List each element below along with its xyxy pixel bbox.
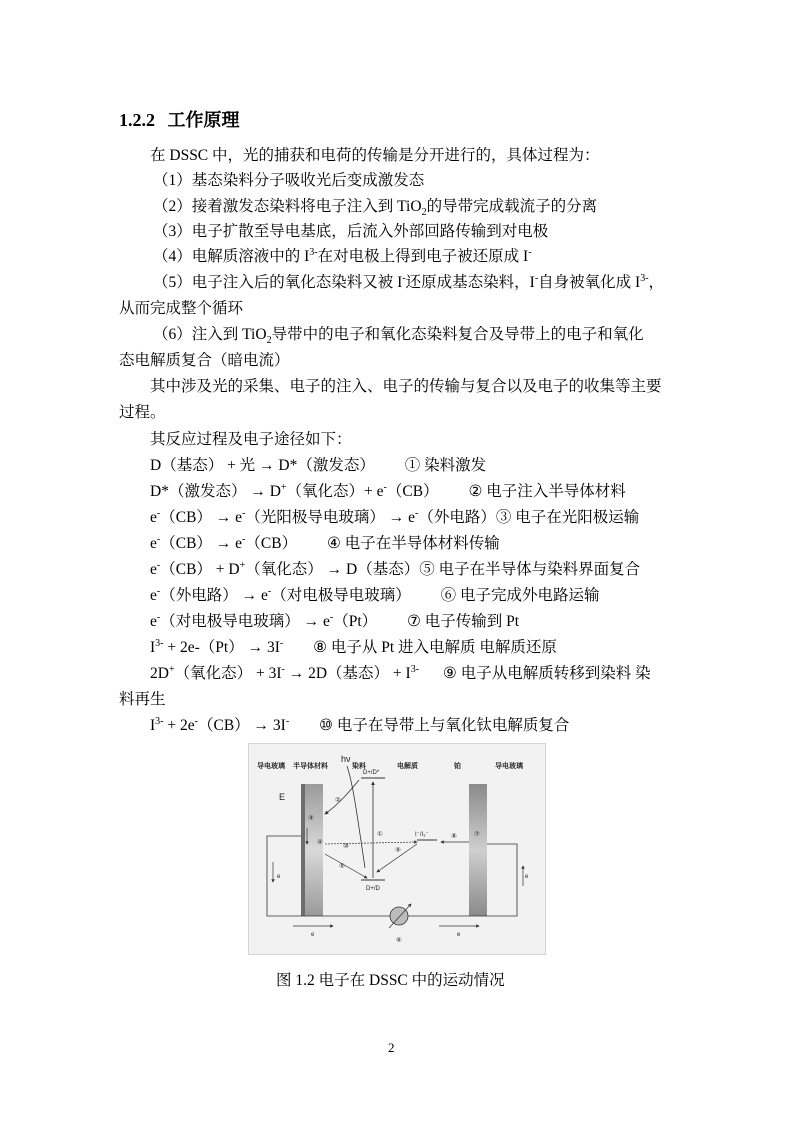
- reaction-3-eq-c: （光阳极导电玻璃） → e: [245, 509, 416, 526]
- reaction-9-sup-a: +: [168, 663, 175, 675]
- reaction-10-eq-c: （CB） → 3I: [197, 717, 286, 734]
- reaction-5-eq-c: （氧化态） → D（基态）⑤ 电子在半导体与染料界面复合: [245, 561, 641, 578]
- reaction-4-sup-b: -: [242, 533, 246, 545]
- reaction-10-desc: ⑩ 电子在导带上与氧化钛电解质复合: [319, 717, 570, 734]
- step-4-sup-a: 3-: [309, 246, 318, 258]
- reaction-7-eq-c: （Pt）: [333, 613, 378, 630]
- reaction-3-eq-b: （CB） → e: [160, 509, 243, 526]
- reaction-4-desc: ④ 电子在半导体材料传输: [326, 535, 500, 552]
- step-1: （1）基态染料分子吸收光后变成激发态: [153, 172, 425, 189]
- reaction-2-desc: ② 电子注入半导体材料: [468, 483, 626, 500]
- step-3: （3）电子扩散至导电基底，后流入外部回路传输到对电极: [153, 223, 549, 240]
- step-5-sup-c: 3-: [640, 272, 649, 284]
- reaction-6-eq-b: （外电路） → e: [160, 587, 268, 604]
- reaction-3-sup-c: -: [415, 507, 419, 519]
- step-5-sup-a: -: [402, 272, 406, 284]
- num-4: ④: [317, 839, 323, 846]
- reaction-9-sup-b: -: [281, 663, 285, 675]
- step-6-text-b: 导带中的电子和氧化态染料复合及导带上的电子和氧化: [271, 326, 644, 343]
- reaction-8-eq-b: + 2e-（Pt） → 3I: [163, 639, 280, 656]
- reaction-9-eq-b: （氧化态） + 3I: [174, 665, 282, 682]
- reaction-5-eq-a: e: [150, 561, 157, 578]
- step-6: [153, 322, 644, 347]
- step-4-sup-b: -: [528, 246, 532, 258]
- reaction-2-sup-b: -: [383, 481, 387, 493]
- reaction-1-eq: D（基态） + 光 → D*（激发态）: [150, 457, 375, 474]
- step-5-sup-b: -: [534, 272, 539, 284]
- reaction-10-eq-b: + 2e: [163, 717, 195, 734]
- label-d-plus-top: D+/D*: [363, 770, 380, 776]
- step-5-text-c: 自身被氧化成 I: [538, 274, 641, 291]
- reaction-6-eq-c: （对电极导电玻璃）: [271, 587, 411, 604]
- num-2: ②: [335, 797, 341, 804]
- circuit-left: [267, 836, 301, 916]
- step-4: [153, 244, 532, 266]
- e-label-bottom-left: e: [311, 932, 315, 938]
- num-10: ⑩: [343, 843, 349, 850]
- reaction-7-eq-b: （对电极导电玻璃） → e: [160, 613, 330, 630]
- step-6-sub: 2: [266, 335, 272, 347]
- reaction-2-eq-c: （CB）: [386, 483, 439, 500]
- reaction-7-sup-a: -: [156, 611, 161, 623]
- arrow-dark-current: [325, 842, 417, 844]
- reaction-9: [150, 661, 651, 683]
- photoanode-glass: [301, 784, 305, 916]
- section-heading: [119, 106, 240, 132]
- reaction-intro: 其反应过程及电子途径如下：: [150, 431, 352, 448]
- reaction-2-eq-b: （氧化态）+ e: [286, 483, 384, 500]
- step-4-text-a: （4）电解质溶液中的 I: [153, 248, 310, 265]
- num-3: ③: [308, 815, 314, 822]
- step-5-text-b: 还原成基态染料，I: [405, 274, 535, 291]
- label-E: E: [279, 792, 286, 802]
- reaction-3-sup-a: -: [156, 507, 161, 519]
- num-8: ⑧: [451, 833, 457, 840]
- label-platinum: 铂: [454, 763, 461, 770]
- arrow-recombination: [325, 854, 367, 878]
- summary-line-1: 其中涉及光的采集、电子的注入、电子的传输与复合以及电子的收集等主要: [150, 378, 662, 395]
- label-semiconductor: 半导体材料: [293, 763, 328, 770]
- reaction-3-sup-b: -: [242, 507, 246, 519]
- step-5-text-a: （5）电子注入后的氧化态染料又被 I: [153, 274, 403, 291]
- reaction-4-eq-b: （CB） → e: [160, 535, 243, 552]
- num-6: ⑥: [396, 937, 402, 944]
- load-icon: [390, 907, 408, 925]
- label-d-plus-bottom: D+/D: [366, 886, 380, 892]
- reaction-9-continued: 料再生: [119, 691, 166, 708]
- counter-electrode: [469, 784, 487, 916]
- num-9: ⑨: [395, 847, 401, 854]
- reaction-10-sup-c: -: [285, 715, 290, 727]
- step-2: [153, 194, 598, 219]
- reaction-4-sup-a: -: [156, 533, 161, 545]
- reaction-3-eq-d: （外电路）③ 电子在光阳极运输: [418, 509, 640, 526]
- reaction-2: [150, 479, 626, 501]
- reaction-9-eq-c: → 2D（基态） + I: [284, 665, 411, 682]
- figure-caption: 图 1.2 电子在 DSSC 中的运动情况: [276, 972, 505, 989]
- step-4-text-b: 在对电极上得到电子被还原成 I: [317, 248, 529, 265]
- reaction-1-desc: ① 染料激发: [404, 457, 487, 474]
- label-dye: 染料: [352, 763, 366, 770]
- reaction-10-sup-a: 3-: [155, 715, 164, 727]
- reaction-6-sup-b: -: [267, 585, 272, 597]
- e-label-left: e: [277, 874, 281, 880]
- dssc-diagram: [248, 743, 546, 955]
- step-5-text-d: ，: [648, 274, 665, 291]
- step-6-text-a: （6）注入到 TiO: [153, 326, 267, 343]
- reaction-7-sup-b: -: [329, 611, 334, 623]
- step-6-continued: 态电解质复合（暗电流）: [119, 352, 290, 369]
- reaction-4-eq-c: （CB）: [245, 535, 298, 552]
- light-path: [347, 766, 365, 868]
- e-label-right: e: [525, 874, 529, 880]
- page-number: 2: [388, 1040, 395, 1055]
- reaction-2-sup-a: +: [280, 481, 287, 493]
- reaction-4-eq-a: e: [150, 535, 157, 552]
- step-2-sub: 2: [421, 207, 427, 219]
- reaction-3-eq-a: e: [150, 509, 157, 526]
- reaction-3: [150, 505, 639, 527]
- reaction-6-desc: ⑥ 电子完成外电路运输: [440, 587, 600, 604]
- reaction-2-eq-a: D*（激发态） → D: [150, 483, 281, 500]
- step-2-text-a: （2）接着激发态染料将电子注入到 TiO: [153, 198, 422, 215]
- reaction-10-sup-b: -: [194, 715, 198, 727]
- reaction-5: [150, 557, 640, 579]
- num-1: ①: [377, 831, 383, 838]
- reaction-5-sup-b: +: [239, 559, 246, 571]
- label-glass-right: 导电玻璃: [495, 763, 523, 770]
- reaction-10: [150, 713, 569, 735]
- reaction-8-sup-a: 3-: [155, 637, 164, 649]
- reaction-10-eq-a: I: [150, 717, 156, 734]
- reaction-7: [150, 609, 519, 631]
- label-electrolyte: 电解质: [397, 763, 418, 770]
- reaction-4: [150, 531, 500, 553]
- summary-line-2: 过程。: [119, 404, 166, 421]
- section-number: 1.2.2: [119, 110, 155, 130]
- step-5-continued: 从而完成整个循环: [119, 300, 244, 317]
- section-title: 工作原理: [167, 110, 240, 130]
- label-hv: hν: [341, 754, 351, 764]
- reaction-8-eq-a: I: [150, 639, 156, 656]
- label-redox: I⁻/I₃⁻: [415, 832, 429, 838]
- label-glass-left: 导电玻璃: [257, 763, 285, 770]
- reaction-6: [150, 583, 600, 605]
- reaction-9-desc: ⑨ 电子从电解质转移到染料 染: [442, 665, 651, 682]
- dssc-diagram-svg: [249, 744, 545, 954]
- reaction-9-sup-c: 3-: [410, 663, 420, 675]
- step-2-text-b: 的导带完成载流子的分离: [426, 198, 598, 215]
- circuit-right: [487, 844, 517, 916]
- reaction-6-sup-a: -: [156, 585, 161, 597]
- reaction-8-sup-b: -: [279, 637, 284, 649]
- e-label-bottom-right: e: [457, 932, 461, 938]
- reaction-7-desc: ⑦ 电子传输到 Pt: [407, 613, 520, 630]
- reaction-5-eq-b: （CB） + D: [160, 561, 240, 578]
- reaction-7-eq-a: e: [150, 613, 157, 630]
- num-5: ⑤: [339, 863, 345, 870]
- intro-paragraph: 在 DSSC 中，光的捕获和电荷的传输是分开进行的，具体过程为：: [150, 147, 600, 164]
- reaction-8-desc: ⑧ 电子从 Pt 进入电解质 电解质还原: [313, 639, 557, 656]
- reaction-1: [150, 453, 486, 475]
- num-7: ⑦: [474, 831, 480, 838]
- reaction-9-eq-a: 2D: [150, 665, 169, 682]
- reaction-6-eq-a: e: [150, 587, 157, 604]
- step-5: [153, 270, 664, 292]
- reaction-8: [150, 635, 557, 657]
- reaction-5-sup-a: -: [156, 559, 161, 571]
